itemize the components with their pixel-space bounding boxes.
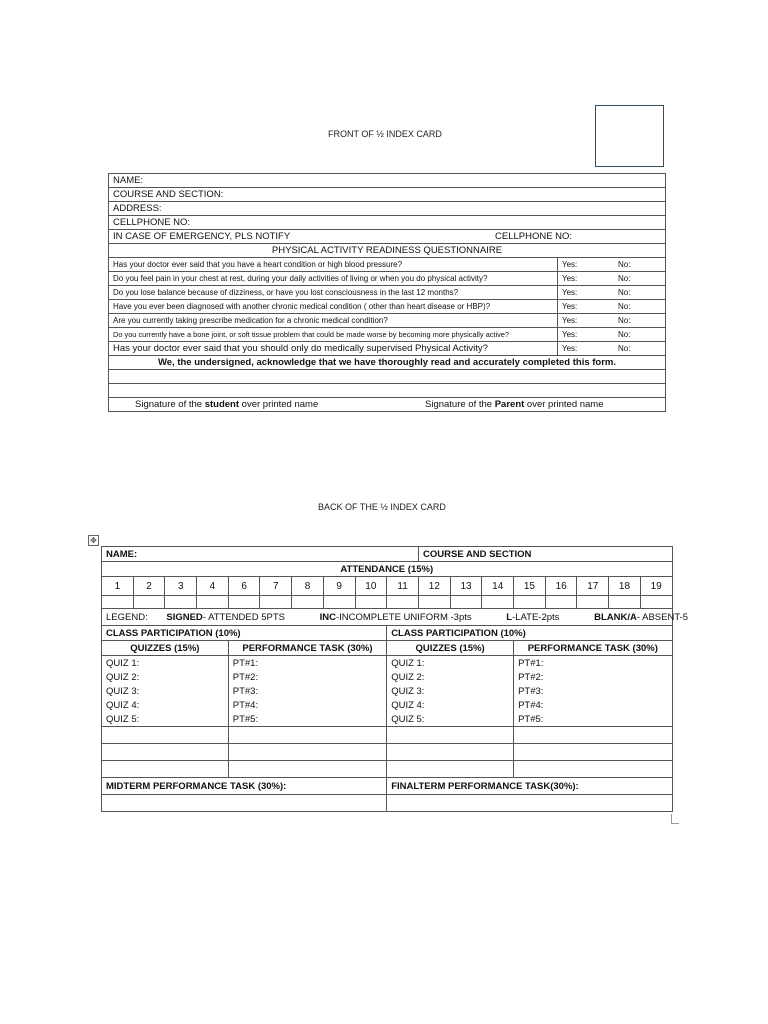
quiz-4-left: QUIZ 4: [102,698,229,712]
legend-inc [320,612,488,623]
yes-label: Yes: [558,300,615,314]
question-6: Do you currently have a bone joint, or soft tissue problem that could be made worse by becoming more physically active? [109,328,558,342]
parq-title: PHYSICAL ACTIVITY READINESS QUESTIONNAIRE [109,244,666,258]
pt-header-left: PERFORMANCE TASK (30%) [228,641,386,656]
pt-header-right: PERFORMANCE TASK (30%) [514,641,672,656]
question-1: Has your doctor ever said that you have a heart condition or high blood pressure? [109,258,558,272]
score-blank-row [102,727,673,744]
day-cell: 10 [355,577,387,596]
legend-late-key: L [506,611,513,623]
course-label: COURSE AND SECTION: [109,188,666,202]
yes-label: Yes: [558,342,615,356]
sig-student-bold: student [204,398,240,410]
legend-label: LEGEND: [106,611,148,623]
pt-2-right: PT#2: [514,670,672,684]
score-blank-row [102,744,673,761]
question-4: Have you ever been diagnosed with another chronic medical condition ( other than heart disease or HBP)? [109,300,558,314]
emergency-cellphone-label: CELLPHONE NO: [495,230,573,242]
emergency-label: IN CASE OF EMERGENCY, PLS NOTIFY [113,230,291,242]
acknowledgement: We, the undersigned, acknowledge that we have thoroughly read and accurately completed this form. [109,356,666,370]
signature-blank-row [109,384,666,398]
back-name-label: NAME: [102,547,419,562]
score-blank-row [102,761,673,778]
quiz-1-right: QUIZ 1: [387,656,514,671]
question-5: Are you currently taking prescribe medication for a chronic medical condition? [109,314,558,328]
quizzes-header-right: QUIZZES (15%) [387,641,514,656]
day-cell: 2 [133,577,165,596]
day-cell: 4 [197,577,229,596]
no-label: No: [614,286,666,300]
quiz-1-left: QUIZ 1: [102,656,229,671]
yes-label: Yes: [558,272,615,286]
day-cell: 6 [228,577,260,596]
front-card-title: FRONT OF ½ INDEX CARD [328,129,442,139]
no-label: No: [614,272,666,286]
sig-parent-pre: Signature of the [425,398,495,410]
no-label: No: [614,258,666,272]
attendance-label: ATTENDANCE (15%) [102,562,673,577]
quiz-5-right: QUIZ 5: [387,712,514,727]
day-cell: 14 [482,577,514,596]
legend-blank-text: - ABSENT-5 [636,611,689,623]
question-3: Do you lose balance because of dizziness, or have you lost consciousness in the last 12 months? [109,286,558,300]
page-corner-mark [671,814,679,824]
legend-late-text: -LATE-2pts [512,611,560,623]
no-label: No: [614,300,666,314]
legend-blank [594,612,704,623]
pt-3-left: PT#3: [228,684,386,698]
yes-label: Yes: [558,314,615,328]
pt-4-right: PT#4: [514,698,672,712]
quiz-3-right: QUIZ 3: [387,684,514,698]
back-card-title: BACK OF THE ½ INDEX CARD [318,502,446,512]
sig-parent-post: over printed name [524,398,604,410]
parent-signature-label [425,399,604,410]
no-label: No: [614,314,666,328]
yes-label: Yes: [558,328,615,342]
back-course-label: COURSE AND SECTION [419,547,673,562]
sig-parent-bold: Parent [494,398,525,410]
day-cell: 18 [609,577,641,596]
pt-1-right: PT#1: [514,656,672,671]
back-card-table [101,546,689,812]
pt-2-left: PT#2: [228,670,386,684]
sig-student-post: over printed name [239,398,319,410]
finalterm-label: FINALTERM PERFORMANCE TASK(30%): [387,778,672,795]
student-signature-label [113,399,425,411]
day-cell: 15 [514,577,546,596]
day-cell: 16 [545,577,577,596]
day-cell: 8 [292,577,324,596]
pt-4-left: PT#4: [228,698,386,712]
legend-blank-key: BLANK/A [594,611,637,623]
midterm-label: MIDTERM PERFORMANCE TASK (30%): [102,778,387,795]
day-cell: 13 [450,577,482,596]
day-cell: 11 [387,577,419,596]
quiz-2-left: QUIZ 2: [102,670,229,684]
yes-label: Yes: [558,258,615,272]
signature-blank-row [109,370,666,384]
cellphone-label: CELLPHONE NO: [109,216,666,230]
pt-5-right: PT#5: [514,712,672,727]
day-cell: 19 [640,577,672,596]
day-cell: 9 [323,577,355,596]
legend-row [102,609,689,626]
class-participation-right: CLASS PARTICIPATION (10%) [387,626,672,641]
legend-inc-text: -INCOMPLETE UNIFORM -3pts [335,611,472,623]
quizzes-header-left: QUIZZES (15%) [102,641,229,656]
emergency-row [109,230,666,244]
legend-signed [166,612,301,623]
address-label: ADDRESS: [109,202,666,216]
pt-5-left: PT#5: [228,712,386,727]
quiz-2-right: QUIZ 2: [387,670,514,684]
attendance-days-row [102,577,673,596]
yes-label: Yes: [558,286,615,300]
day-cell: 12 [419,577,451,596]
signature-row [109,398,666,412]
quiz-5-left: QUIZ 5: [102,712,229,727]
legend-late [506,612,575,623]
day-cell: 3 [165,577,197,596]
class-participation-left: CLASS PARTICIPATION (10%) [102,626,387,641]
legend-inc-key: INC [319,611,336,623]
front-card-table [108,173,666,412]
no-label: No: [614,328,666,342]
legend-signed-key: SIGNED [166,611,203,623]
question-2: Do you feel pain in your chest at rest, during your daily activities of living or when you do physical activity? [109,272,558,286]
quiz-3-left: QUIZ 3: [102,684,229,698]
table-move-icon[interactable]: ✥ [88,535,99,546]
quiz-4-right: QUIZ 4: [387,698,514,712]
no-label: No: [614,342,666,356]
day-cell: 7 [260,577,292,596]
pt-1-left: PT#1: [228,656,386,671]
legend-signed-text: - ATTENDED 5PTS [202,611,285,623]
attendance-blank-row [102,596,673,609]
sig-student-pre: Signature of the [135,398,205,410]
term-blank-row [102,795,673,812]
day-cell: 1 [102,577,134,596]
day-cell: 17 [577,577,609,596]
name-label: NAME: [109,174,666,188]
question-7: Has your doctor ever said that you should only do medically supervised Physical Activity? [109,342,558,356]
pt-3-right: PT#3: [514,684,672,698]
photo-box [595,105,664,167]
